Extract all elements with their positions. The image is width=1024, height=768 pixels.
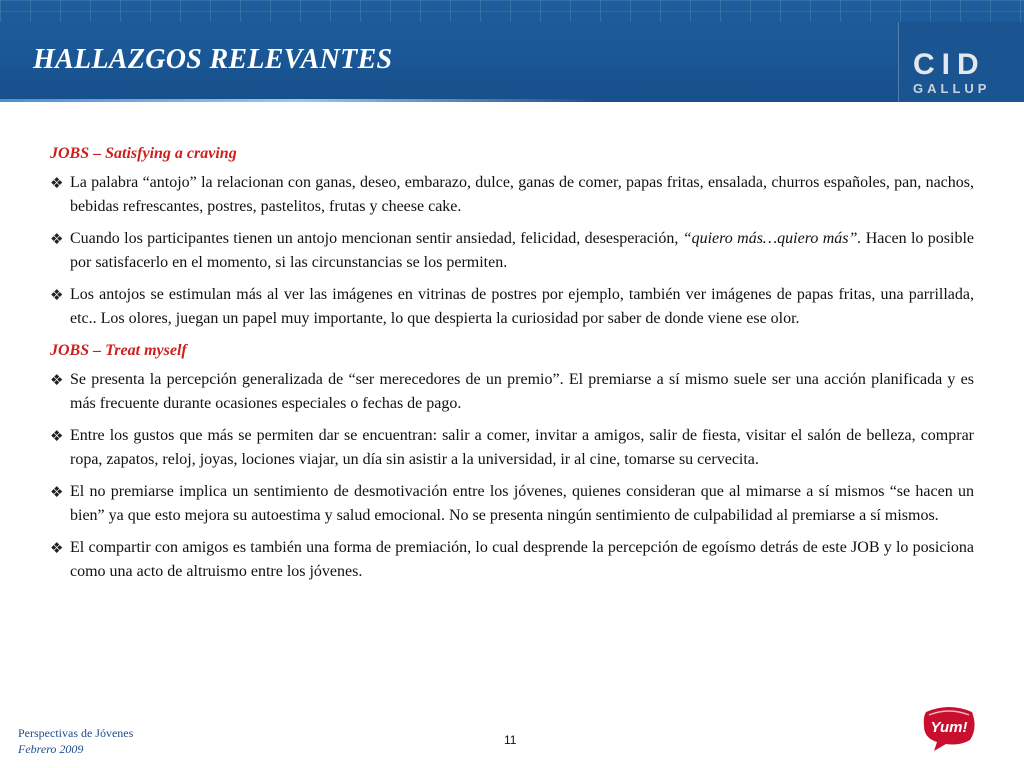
diamond-bullet-icon: ❖ (50, 371, 64, 389)
bullet-text: Cuando los participantes tienen un antojo mencionan sentir ansiedad, felicidad, desesperación, (70, 230, 683, 247)
bullet-item (50, 283, 974, 331)
bullet-text: Entre los gustos que más se permiten dar se encuentran: salir a comer, invitar a amigos, salir de fiesta, visitar el salón de belleza, comprar ropa, zapatos, reloj, joyas, lociones viajar, un día sin asistir a la universidad, ir al cine, tomarse su cervecita. (70, 427, 974, 468)
footer-project-info (18, 725, 133, 757)
slide-header (0, 0, 1024, 102)
diamond-bullet-icon: ❖ (50, 483, 64, 501)
slide-content (50, 142, 974, 592)
diamond-bullet-icon: ❖ (50, 539, 64, 557)
bullet-quote: “quiero más…quiero más”. (682, 230, 862, 247)
bullet-item (50, 368, 974, 416)
logo-sub-text: GALLUP (913, 81, 991, 96)
page-number: 11 (504, 733, 517, 747)
bullet-item (50, 424, 974, 472)
diamond-bullet-icon: ❖ (50, 427, 64, 445)
slide-title: HALLAZGOS RELEVANTES (33, 44, 393, 75)
bullet-text: El no premiarse implica un sentimiento de desmotivación entre los jóvenes, quienes consideran que al mimarse a sí mismos “se hacen un bien” ya que esto mejora su autoestima y salud emocional. No se presenta ningún sentimiento de culpabilidad al premiarse a sí mismos. (70, 483, 974, 524)
yum-logo-icon (920, 704, 978, 752)
bullet-text: La palabra “antojo” la relacionan con ganas, deseo, embarazo, dulce, ganas de comer, papas fritas, ensalada, churros españoles, pan, nachos, bebidas refrescantes, postres, pastelitos, frutas y cheese cake. (70, 174, 974, 215)
bullet-item (50, 171, 974, 219)
bullet-text: El compartir con amigos es también una forma de premiación, lo cual desprende la percepción de egoísmo detrás de este JOB y lo posiciona como una acto de altruismo entre los jóvenes. (70, 539, 974, 580)
bullet-text: Se presenta la percepción generalizada de “ser merecedores de un premio”. El premiarse a sí mismo suele ser una acción planificada y es más frecuente durante ocasiones especiales o fechas de pago. (70, 371, 974, 412)
section-heading-craving: JOBS – Satisfying a craving (50, 145, 237, 162)
section-heading-treat-myself: JOBS – Treat myself (50, 342, 187, 359)
bullet-item (50, 536, 974, 584)
diamond-bullet-icon: ❖ (50, 286, 64, 304)
bullet-text: Hacen lo posible por satisfacerlo en el momento, si las circunstancias se los permiten. (70, 230, 974, 271)
header-accent-line (0, 99, 600, 102)
footer-date: Febrero 2009 (18, 742, 84, 756)
cid-gallup-logo (898, 22, 1024, 102)
logo-main-text: CID (913, 48, 986, 81)
bullet-item (50, 480, 974, 528)
bullet-item (50, 227, 974, 275)
yum-logo-text: Yum! (930, 719, 968, 736)
diamond-bullet-icon: ❖ (50, 230, 64, 248)
footer-project-name: Perspectivas de Jóvenes (18, 726, 134, 740)
bullet-text: Los antojos se estimulan más al ver las imágenes en vitrinas de postres por ejemplo, también ver imágenes de papas fritas, una parrillada, etc.. Los olores, juegan un papel muy importante, lo que despierta la curiosidad por saber de donde viene ese olor. (70, 286, 974, 327)
header-grid-pattern (0, 0, 1024, 22)
diamond-bullet-icon: ❖ (50, 174, 64, 192)
